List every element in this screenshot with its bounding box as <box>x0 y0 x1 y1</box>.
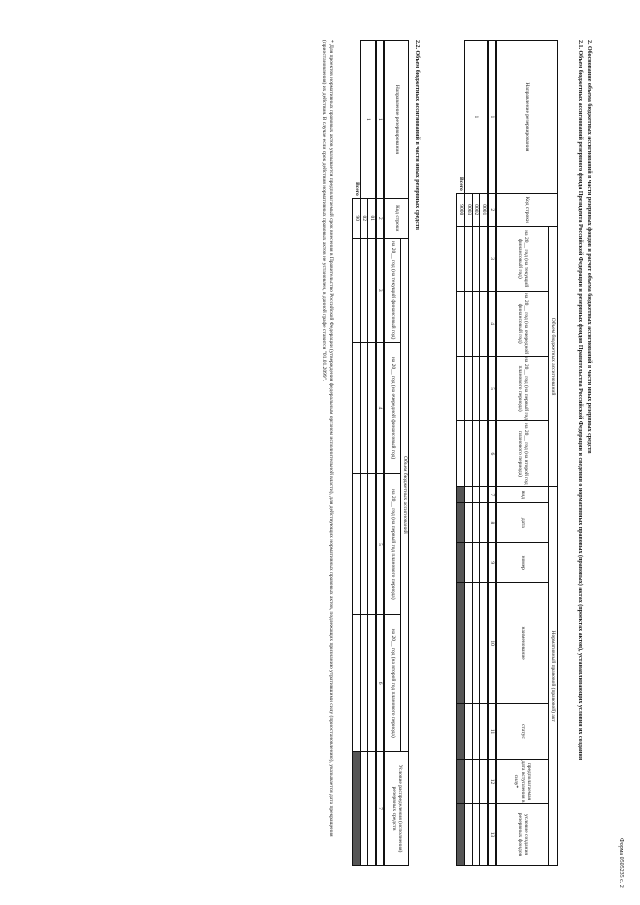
t2-code-90: 90 <box>353 198 361 238</box>
t1-total-row <box>457 41 465 866</box>
t2-group-budget: Объем бюджетных ассигнований <box>401 238 409 751</box>
t1-num-13: 13 <box>488 803 497 865</box>
t1-col-year-plan2: на 20__ год (на второй год планового периода) <box>497 421 549 487</box>
t1-num-11: 11 <box>488 704 497 760</box>
t1-num-1: 1 <box>488 41 497 194</box>
t1-group-budget: Объем бюджетных ассигнований <box>549 226 558 487</box>
t1-col-status: статус <box>497 704 549 760</box>
section-2-1-title: 2.1. Объем бюджетных ассигнований резервного фонда Президента Российской Федерации и резервных фондов Правительства Российской Федерации и сведения о нормативных правовых (правовых) актах (проектах актов), устанавливающих условия их создания <box>577 40 583 761</box>
form-label: Форма 0505235 с. 2 <box>618 838 624 888</box>
t2-num-2: 2 <box>376 198 385 238</box>
t2-num-5: 5 <box>376 474 385 615</box>
t2-num-1: 1 <box>376 41 385 199</box>
t2-code-01: 01 <box>368 198 376 238</box>
t2-num-6: 6 <box>376 615 385 752</box>
t1-number-row <box>488 41 497 866</box>
t1-col-year-current: на 20__ год (на текущий финансовый год) <box>497 226 549 291</box>
t1-num-8: 8 <box>488 503 497 543</box>
t1-code-9000: 9000 <box>457 193 465 226</box>
table-row <box>480 41 488 866</box>
t1-num-2: 2 <box>488 193 497 226</box>
t1-col-year-next: на 20__ год (на очередной финансовый год) <box>497 291 549 356</box>
t2-col-year-current: на 20__ год (на текущий финансовый год) <box>385 238 401 342</box>
t1-col-row-code: Код строки <box>497 193 558 226</box>
t1-num-9: 9 <box>488 543 497 583</box>
other-reserves-table <box>353 40 410 866</box>
t2-num-4: 4 <box>376 342 385 474</box>
t2-col-year-next: на 20__ год (на очередной финансовый год) <box>385 342 401 474</box>
t2-code-02: 02 <box>361 198 369 238</box>
t1-code-0002: 0002 <box>473 193 481 226</box>
t1-code-0001: 0001 <box>480 193 488 226</box>
t1-col-name: наименование <box>497 583 549 704</box>
section-2-title: 2. Обоснование объема бюджетных ассигнований в части резервных фондов и расчет объема бюджетных ассигнований в части иных резервных средств <box>586 40 592 454</box>
t1-num-6: 6 <box>488 421 497 487</box>
t1-col-expected-date: предполагаемая дата вступления в силу* <box>497 759 549 803</box>
t1-num-5: 5 <box>488 356 497 421</box>
t1-code-0003: 0003 <box>465 193 473 226</box>
t2-col-direction: Направление резервирования <box>385 41 409 199</box>
reserve-funds-table <box>457 40 559 866</box>
t1-num-4: 4 <box>488 291 497 356</box>
t2-direction-value: 1 <box>361 41 377 199</box>
t1-num-10: 10 <box>488 583 497 704</box>
t1-col-date: дата <box>497 503 549 543</box>
t2-num-7: 7 <box>376 752 385 866</box>
t2-col-year-plan2: на 20__ год (на второй год планового периода) <box>385 615 401 752</box>
t1-col-number: номер <box>497 543 549 583</box>
t2-col-year-plan1: на 20__ год (на первый год планового периода) <box>385 474 401 615</box>
footnote: * Для проектов нормативных правовых актов указывается предполагаемый срок внесения в Правительство Российской Федерации (утверждения федеральным органом исполнительной власти), для действующих нормативных правовых актов, подлежащих признанию утратившими силу (приостановлению), указывается дата прекращения (приостановления) их действия. В случае если срок действия нормативных правовых актов не установлен, в данной графе ставится "01.01.2099". <box>321 40 334 837</box>
t1-col-conditions: условие создания резервных фондов <box>497 803 549 865</box>
t2-col-row-code: Код строки <box>385 198 409 238</box>
t1-total-label: Всего <box>458 177 464 191</box>
t2-total-row <box>353 41 361 866</box>
t2-number-row <box>376 41 385 866</box>
t1-col-year-plan1: на 20__ год (на первый год планового периода) <box>497 356 549 421</box>
table-row <box>368 41 376 866</box>
t1-col-direction: Направление резервирования <box>497 41 558 194</box>
t1-group-npa: Нормативный правовой (правовой) акт <box>549 487 558 866</box>
section-2-2-title: 2.2. Объем бюджетных ассигнований в части иных резервных средств <box>414 40 420 231</box>
t2-num-3: 3 <box>376 238 385 342</box>
t1-direction-value: 1 <box>465 41 488 194</box>
t2-total-label: Всего <box>353 182 360 196</box>
t2-col-conditions: Условие распределения (исполнения) резервных средств <box>385 752 409 866</box>
t1-num-12: 12 <box>488 759 497 803</box>
t1-num-7: 7 <box>488 487 497 503</box>
t1-num-3: 3 <box>488 226 497 291</box>
t1-col-type: вид <box>497 487 549 503</box>
